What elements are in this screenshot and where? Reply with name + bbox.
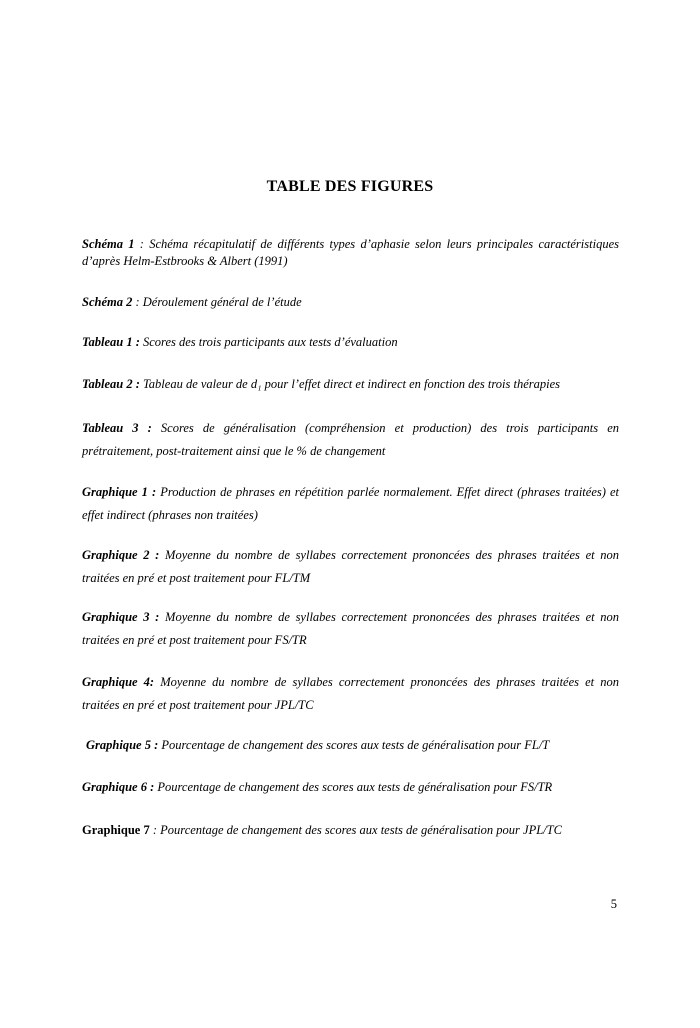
figure-label: Tableau 1 :	[82, 335, 140, 349]
figure-caption: Scores des trois participants aux tests d’évaluation	[143, 335, 398, 349]
figure-label: Graphique 7	[82, 823, 150, 837]
figure-caption: Tableau de valeur de d₁ pour l’effet direct et indirect en fonction des trois thérapies	[143, 377, 561, 391]
figure-caption: Moyenne du nombre de syllabes correctement prononcées des phrases traitées et non traitées en pré et post traitement pour FL/TM	[82, 548, 620, 585]
figure-label: Graphique 1 :	[82, 485, 157, 499]
figure-entry-graphique-2	[82, 544, 619, 590]
page-title: TABLE DES FIGURES	[266, 178, 434, 195]
figure-entry-graphique-3	[82, 606, 619, 652]
figure-caption: Moyenne du nombre de syllabes correctement prononcées des phrases traitées et non traitées en pré et post traitement pour JPL/TC	[82, 675, 620, 712]
figure-entry-tableau-3	[82, 417, 619, 463]
figure-label: Graphique 3 :	[82, 610, 160, 624]
figure-entry-graphique-5	[82, 734, 619, 757]
figure-entry-graphique-1	[82, 481, 619, 527]
figure-caption: Pourcentage de changement des scores aux tests de généralisation pour FS/TR	[157, 780, 553, 794]
figure-separator: :	[149, 823, 161, 837]
figure-caption: Production de phrases en répétition parlée normalement. Effet direct (phrases traitées) et effet indirect (phrases non traitées)	[82, 485, 619, 522]
figure-entry-graphique-6	[82, 776, 619, 799]
figure-label: Schéma 1	[82, 237, 135, 251]
figure-separator	[152, 421, 161, 435]
figure-label: Graphique 4:	[82, 675, 155, 689]
figure-entry-tableau-2	[82, 373, 619, 396]
figure-caption: Pourcentage de changement des scores aux tests de généralisation pour JPL/TC	[160, 823, 562, 837]
figure-label: Graphique 5 :	[86, 738, 159, 752]
figure-entry-graphique-7	[82, 819, 619, 842]
figure-caption: Déroulement général de l’étude	[142, 295, 302, 309]
figure-label: Tableau 3 :	[82, 421, 152, 435]
figure-caption: Scores de généralisation (compréhension et production) des trois participants en prétraitement, post-traitement ainsi que le % de changement	[82, 421, 619, 458]
figure-entry-schema-2	[82, 291, 619, 314]
figure-caption: Schéma récapitulatif de différents types d’aphasie selon leurs principales caractéristiques d’après Helm-Estbrooks & Albert (1991)	[82, 237, 619, 268]
figure-label: Tableau 2 :	[82, 377, 140, 391]
figure-separator: :	[132, 295, 143, 309]
figure-separator: :	[134, 237, 150, 251]
figure-entry-tableau-1	[82, 331, 619, 354]
figure-caption: Pourcentage de changement des scores aux tests de généralisation pour FL/T	[161, 738, 550, 752]
figure-label: Graphique 2 :	[82, 548, 160, 562]
page-number: 5	[610, 897, 617, 911]
figure-entry-graphique-4	[82, 671, 619, 717]
figure-label: Schéma 2	[82, 295, 133, 309]
figure-entry-schema-1	[82, 236, 619, 270]
figure-caption: Moyenne du nombre de syllabes correctement prononcées des phrases traitées et non traitées en pré et post traitement pour FS/TR	[82, 610, 620, 647]
figure-label: Graphique 6 :	[82, 780, 155, 794]
